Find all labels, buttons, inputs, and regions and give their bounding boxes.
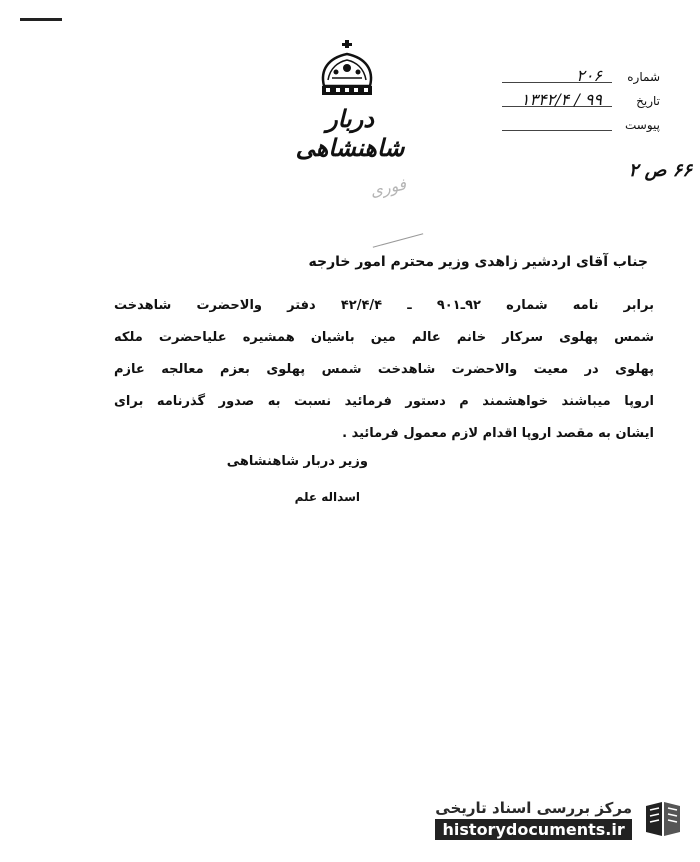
body-line: ایشان به مقصد اروپا اقدام لازم معمول فرمائید . [342,426,654,441]
body-line: شمس پهلوی سرکار خانم عالم مین باشیان همشیره علیاحضرت ملکه [114,330,654,345]
book-logo-icon [640,796,686,842]
crown-icon [318,40,376,100]
letter-body [114,290,654,450]
addressee: جناب آقای اردشیر زاهدی وزیر محترم امور خارجه [308,254,648,270]
number-value: ۲۰۶ [576,66,602,85]
number-label: شماره [627,70,660,84]
stamp-line [373,233,423,247]
faint-stamp: فوری [368,174,408,201]
body-line: پهلوی در معیت والاحضرت شاهدخت شمس پهلوی بعزم معالجه عازم [114,362,654,377]
watermark-title: مرکز بررسی اسناد تاریخی [435,798,632,817]
attachment-label: پیوست [625,118,660,132]
handwritten-note: ۶۶ ص ۲ [628,160,692,181]
signature-title: وزیر دربار شاهنشاهی [226,454,368,469]
signature-name: اسداله علم [294,490,360,504]
attachment-line [502,130,612,131]
letter-meta [460,66,660,138]
watermark-text [435,799,632,840]
body-line: اروپا میباشند خواهشمند م دستور فرمائید نسبت به صدور گذرنامه برای [114,394,654,409]
corner-mark [20,18,62,21]
date-value: ۹۹ / ۱۳۴۲/۴ [520,90,602,109]
meta-number-row [460,66,660,90]
body-line: برابر نامه شماره ۹۲ـ۹۰۱ ـ ۴۲/۴/۴ دفتر والاحضرت شاهدخت [114,298,654,313]
meta-attachment-row [460,114,660,138]
meta-date-row [460,90,660,114]
date-label: تاریخ [636,94,660,108]
letterhead-title: دربار شاهنشاهی [295,104,405,162]
watermark [435,796,686,842]
watermark-url[interactable]: historydocuments.ir [435,819,632,840]
